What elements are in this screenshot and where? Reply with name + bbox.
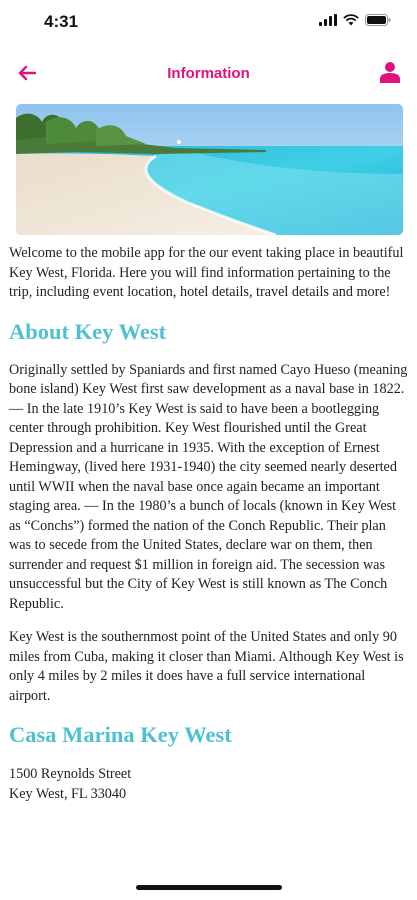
content: [9, 244, 409, 804]
status-bar: [0, 0, 417, 44]
about-paragraph-2: Key West is the southernmost point of the United States and only 90 miles from Cuba, making it closer than Miami. Although Key West is only 4 miles by 2 miles it does have a full service international airport.: [9, 629, 404, 704]
wifi-icon: [343, 14, 359, 26]
address-line-2: Key West, FL 33040: [9, 786, 127, 802]
hotel-address: [9, 764, 409, 804]
status-time: 4:31: [44, 12, 79, 31]
home-indicator[interactable]: [136, 885, 282, 890]
back-button[interactable]: [14, 60, 40, 86]
battery-icon: [365, 14, 391, 26]
section-heading-about: About Key West: [9, 318, 167, 344]
about-paragraph-1: Originally settled by Spaniards and first named Cayo Hueso (meaning bone island) Key West first saw development as a naval base in 1822. — In the late 1910’s Key West is said to have been a bootlegging center through prohibition. Key West flourished until the Great Depression and a hurricane in 1935. With the exception of Ernest Hemingway, (lived here 1931-1940) the city seemed nearly deserted until WWII when the naval base once again became an important staging area. — In the 1980’s a bunch of locals (known in Key West as “Conchs”) formed the nation of the Conch Republic. Their plan was to secede from the United States, declare war on them, then surrender and request $1 million in foreign aid. The secession was unsuccessful but the City of Key West is still known as The Conch Republic.: [9, 361, 408, 612]
address-line-1: 1500 Reynolds Street: [9, 766, 132, 782]
page-title: Information: [167, 64, 250, 82]
profile-button[interactable]: [375, 57, 405, 87]
hero-image: [16, 104, 403, 235]
arrow-left-icon: [17, 65, 37, 81]
status-icons: [319, 14, 391, 26]
intro-paragraph: Welcome to the mobile app for the our event taking place in beautiful Key West, Florida. Here you will find information pertaining to the trip, including event location, hotel details, travel details and more!: [9, 245, 404, 300]
nav-bar: [0, 44, 417, 102]
user-icon: [380, 61, 400, 83]
signal-icon: [319, 14, 337, 26]
section-heading-hotel: Casa Marina Key West: [9, 722, 232, 747]
